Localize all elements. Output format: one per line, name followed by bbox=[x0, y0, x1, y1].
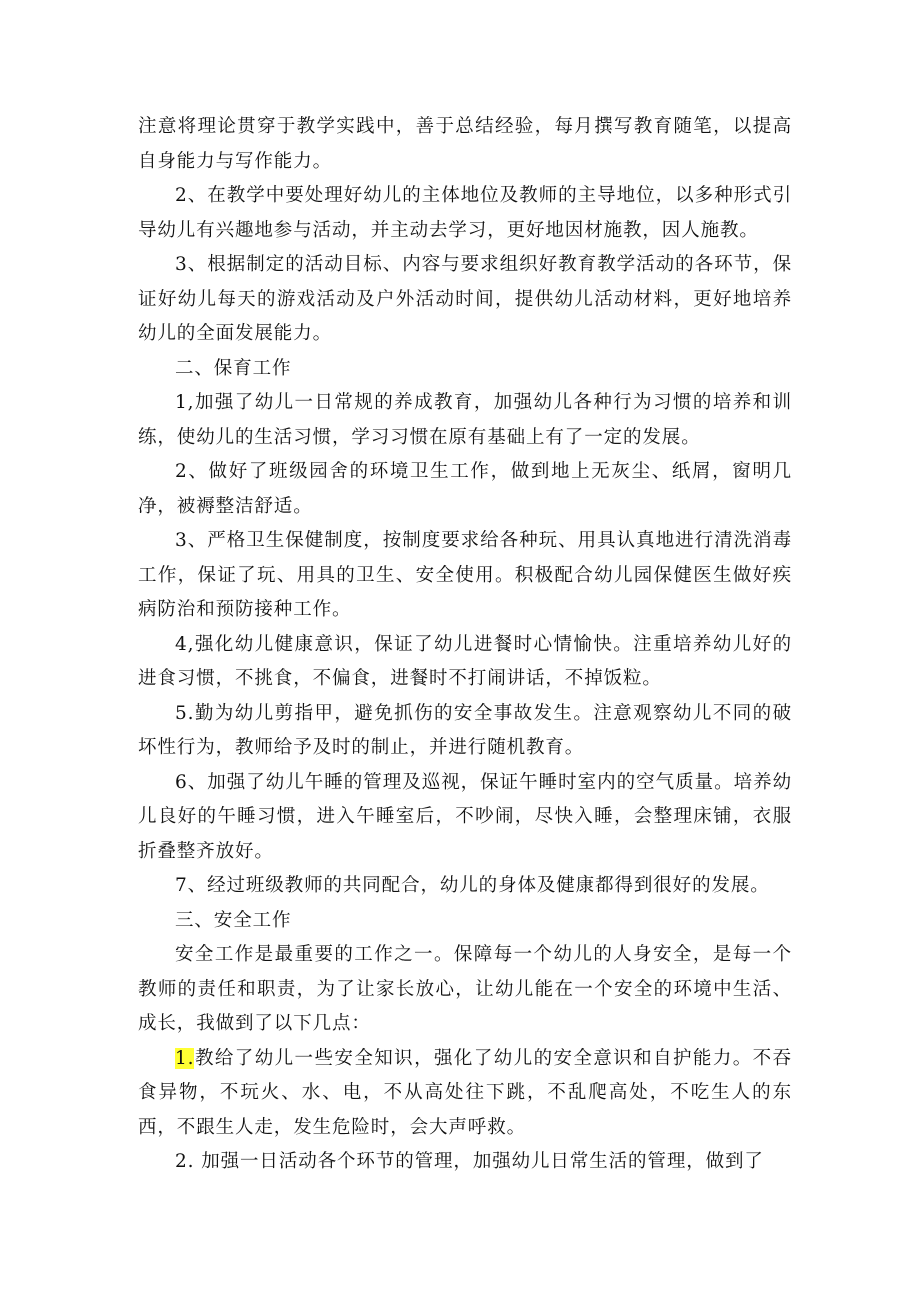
paragraph-item-2-subject: 2、在教学中要处理好幼儿的主体地位及教师的主导地位，以多种形式引导幼儿有兴趣地参与活动，并主动去学习，更好地因材施教，因人施教。 bbox=[138, 185, 792, 241]
paragraph-safety-intro: 安全工作是最重要的工作之一。保障每一个幼儿的人身安全，是每一个教师的责任和职责，为了让家长放心，让幼儿能在一个安全的环境中生活、成长，我做到了以下几点： bbox=[138, 944, 792, 1034]
paragraph-care-item-2: 2、做好了班级园舍的环境卫生工作，做到地上无灰尘、纸屑，窗明几净，被褥整洁舒适。 bbox=[138, 461, 792, 517]
paragraph-theory-practice: 注意将理论贯穿于教学实践中，善于总结经验，每月撰写教育随笔，以提高自身能力与写作能力。 bbox=[138, 116, 792, 172]
paragraph-care-item-7: 7、经过班级教师的共同配合，幼儿的身体及健康都得到很好的发展。 bbox=[175, 875, 770, 896]
section-heading-care-work: 二、保育工作 bbox=[175, 357, 292, 379]
section-heading-safety-work: 三、安全工作 bbox=[175, 909, 292, 931]
paragraph-safety-item-2: 2. 加强一日活动各个环节的管理，加强幼儿日常生活的管理，做到了 bbox=[175, 1151, 764, 1172]
safety-item-1-text: 教给了幼儿一些安全知识，强化了幼儿的安全意识和自护能力。不吞食异物，不玩火、水、电，不从高处往下跳，不乱爬高处，不吃生人的东西，不跟生人走，发生危险时，会大声呼救。 bbox=[138, 1047, 792, 1138]
paragraph-item-3-activities: 3、根据制定的活动目标、内容与要求组织好教育教学活动的各环节，保证好幼儿每天的游戏活动及户外活动时间，提供幼儿活动材料，更好地培养幼儿的全面发展能力。 bbox=[138, 254, 792, 344]
highlighted-marker: 1. bbox=[175, 1047, 195, 1069]
paragraph-care-item-1: 1,加强了幼儿一日常规的养成教育，加强幼儿各种行为习惯的培养和训练，使幼儿的生活习惯，学习习惯在原有基础上有了一定的发展。 bbox=[138, 392, 792, 448]
paragraph-care-item-4: 4,强化幼儿健康意识，保证了幼儿进餐时心情愉快。注重培养幼儿好的进食习惯，不挑食，不偏食，进餐时不打闹讲话，不掉饭粒。 bbox=[138, 633, 792, 689]
paragraph-care-item-5: 5.勤为幼儿剪指甲，避免抓伤的安全事故发生。注意观察幼儿不同的破坏性行为，教师给予及时的制止，并进行随机教育。 bbox=[138, 702, 792, 758]
paragraph-care-item-6: 6、加强了幼儿午睡的管理及巡视，保证午睡时室内的空气质量。培养幼儿良好的午睡习惯，进入午睡室后，不吵闹，尽快入睡，会整理床铺，衣服折叠整齐放好。 bbox=[138, 771, 792, 862]
paragraph-safety-item-1 bbox=[138, 1042, 792, 1146]
document-page bbox=[138, 110, 792, 1180]
paragraph-care-item-3: 3、严格卫生保健制度，按制度要求给各种玩、用具认真地进行清洗消毒工作，保证了玩、用具的卫生、安全使用。积极配合幼儿园保健医生做好疾病防治和预防接种工作。 bbox=[138, 530, 792, 620]
